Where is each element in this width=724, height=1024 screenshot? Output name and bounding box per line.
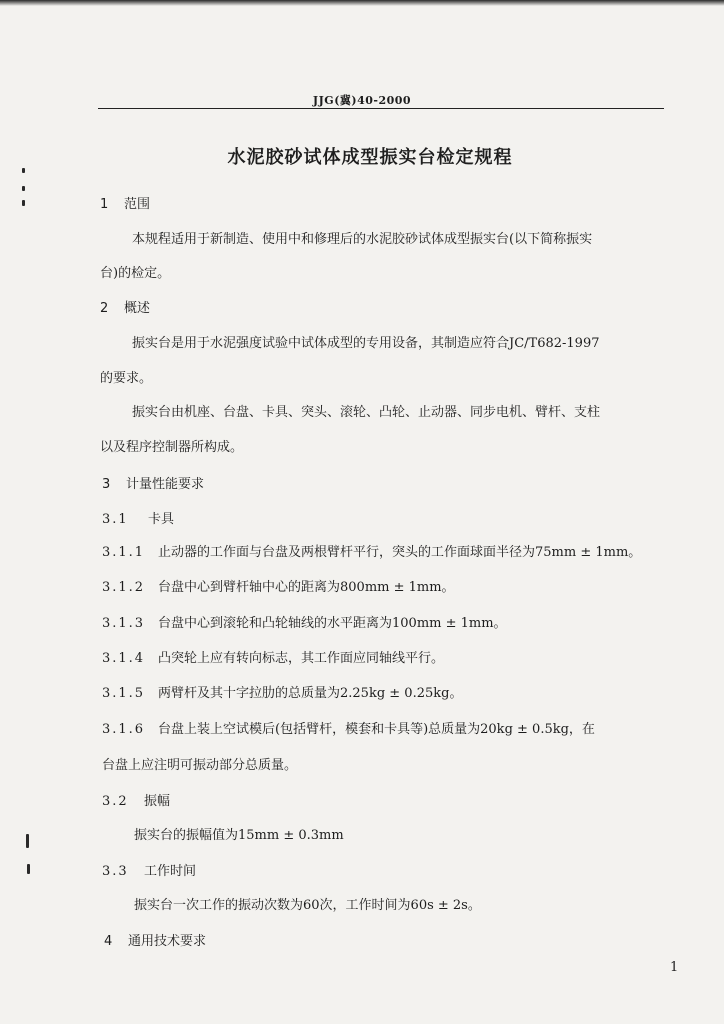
item-3-1-1: 3.1.1 止动器的工作面与台盘及两根臂杆平行，突头的工作面球面半径为75mm ± 1mm。 [102,545,642,560]
section-3-2-heading: 3.2 振幅 [102,794,171,809]
punch-mark [26,834,29,848]
item-3-1-5: 3.1.5 两臂杆及其十字拉肋的总质量为2.25kg ± 0.25kg。 [102,686,463,701]
standard-code: JJG(冀)40-2000 [312,94,412,107]
section-2-paragraph-1-line2: 的要求。 [100,371,153,386]
header-rule [98,108,664,109]
scan-edge-shadow [0,0,724,6]
section-2-heading: 2 概述 [100,301,151,316]
section-2-paragraph-2-line1: 振实台由机座、台盘、卡具、突头、滚轮、凸轮、止动器、同步电机、臂杆、支柱 [132,405,601,420]
section-1-heading: 1 范围 [100,197,151,212]
punch-mark [22,186,25,191]
section-2-paragraph-2-line2: 以及程序控制器所构成。 [100,440,244,455]
item-3-1-6: 3.1.6 台盘上装上空试模后(包括臂杆，模套和卡具等)总质量为20kg ± 0.5kg，在 [102,722,595,737]
punch-mark [22,200,25,206]
section-3-2-paragraph: 振实台的振幅值为15mm ± 0.3mm [134,828,344,843]
section-1-paragraph-line1: 本规程适用于新制造、使用中和修理后的水泥胶砂试体成型振实台(以下简称振实 [132,232,593,247]
section-3-1-heading: 3.1 卡具 [102,512,175,527]
section-2-paragraph-1-line1: 振实台是用于水泥强度试验中试体成型的专用设备，其制造应符合JC/T682-1997 [132,336,600,351]
document-title: 水泥胶砂试体成型振实台检定规程 [227,147,513,168]
section-3-3-paragraph: 振实台一次工作的振动次数为60次，工作时间为60s ± 2s。 [134,898,481,913]
section-3-3-heading: 3.3 工作时间 [102,864,197,879]
section-3-heading: 3 计量性能要求 [102,477,205,492]
page-number: 1 [670,960,679,975]
punch-mark [27,864,30,874]
item-3-1-2: 3.1.2 台盘中心到臂杆轴中心的距离为800mm ± 1mm。 [102,580,455,595]
item-3-1-4: 3.1.4 凸突轮上应有转向标志，其工作面应同轴线平行。 [102,651,445,666]
section-4-heading: 4 通用技术要求 [104,934,207,949]
item-3-1-3: 3.1.3 台盘中心到滚轮和凸轮轴线的水平距离为100mm ± 1mm。 [102,616,507,631]
item-3-1-6-line2: 台盘上应注明可振动部分总质量。 [102,758,298,773]
section-1-paragraph-line2: 台)的检定。 [100,266,171,281]
